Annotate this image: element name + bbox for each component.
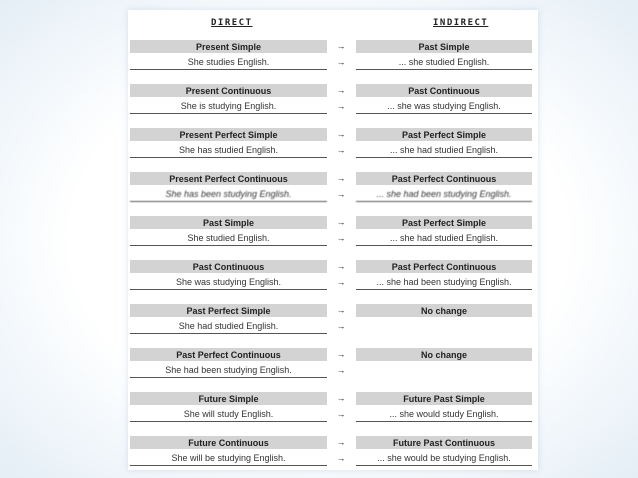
tense-row	[128, 392, 538, 430]
indirect-tense: Future Past Continuous	[356, 436, 532, 449]
arrow-icon: →	[336, 409, 346, 419]
tense-row	[128, 172, 538, 210]
arrow-icon: →	[336, 129, 346, 139]
arrow-icon: →	[336, 173, 346, 183]
direct-tense: Past Perfect Continuous	[130, 348, 327, 361]
indirect-tense: No change	[356, 348, 532, 361]
direct-example: She will be studying English.	[130, 451, 327, 466]
indirect-tense: Past Simple	[356, 40, 532, 53]
indirect-tense: Past Perfect Simple	[356, 216, 532, 229]
tense-row	[128, 260, 538, 298]
direct-example: She was studying English.	[130, 275, 327, 290]
indirect-tense: Past Perfect Simple	[356, 128, 532, 141]
indirect-example: ... she had been studying English.	[356, 275, 532, 290]
direct-example: She had studied English.	[130, 319, 327, 334]
tense-row	[128, 84, 538, 122]
direct-example: She will study English.	[130, 407, 327, 422]
tense-row	[128, 436, 538, 474]
tense-row	[128, 304, 538, 342]
arrow-icon: →	[336, 101, 346, 111]
indirect-example: ... she studied English.	[356, 55, 532, 70]
arrow-icon: →	[336, 217, 346, 227]
direct-tense: Present Simple	[130, 40, 327, 53]
direct-example: She had been studying English.	[130, 363, 327, 378]
arrow-icon: →	[336, 437, 346, 447]
direct-example: She studied English.	[130, 231, 327, 246]
arrow-icon: →	[336, 41, 346, 51]
tense-row	[128, 128, 538, 166]
tense-row	[128, 216, 538, 254]
direct-tense: Present Perfect Simple	[130, 128, 327, 141]
indirect-example: ... she would be studying English.	[356, 451, 532, 466]
arrow-icon: →	[336, 189, 346, 199]
indirect-tense: No change	[356, 304, 532, 317]
arrow-icon: →	[336, 261, 346, 271]
arrow-icon: →	[336, 145, 346, 155]
direct-tense: Past Perfect Simple	[130, 304, 327, 317]
indirect-example: ... she had studied English.	[356, 231, 532, 246]
indirect-example: ... she had been studying English.	[356, 187, 532, 202]
indirect-example: ... she was studying English.	[356, 99, 532, 114]
arrow-icon: →	[336, 365, 346, 375]
arrow-icon: →	[336, 233, 346, 243]
direct-tense: Present Continuous	[130, 84, 327, 97]
arrow-icon: →	[336, 349, 346, 359]
indirect-example: ... she had studied English.	[356, 143, 532, 158]
direct-example: She studies English.	[130, 55, 327, 70]
direct-tense: Present Perfect Continuous	[130, 172, 327, 185]
tense-table-sheet	[128, 10, 538, 470]
indirect-example: ... she would study English.	[356, 407, 532, 422]
arrow-icon: →	[336, 393, 346, 403]
direct-tense: Past Simple	[130, 216, 327, 229]
indirect-column-header: INDIRECT	[433, 18, 489, 28]
direct-example: She has been studying English.	[130, 187, 327, 202]
direct-example: She has studied English.	[130, 143, 327, 158]
tense-row	[128, 348, 538, 386]
indirect-tense: Past Perfect Continuous	[356, 172, 532, 185]
arrow-icon: →	[336, 305, 346, 315]
direct-example: She is studying English.	[130, 99, 327, 114]
arrow-icon: →	[336, 321, 346, 331]
direct-column-header: DIRECT	[211, 18, 253, 28]
arrow-icon: →	[336, 453, 346, 463]
direct-tense: Future Simple	[130, 392, 327, 405]
arrow-icon: →	[336, 277, 346, 287]
arrow-icon: →	[336, 57, 346, 67]
direct-tense: Past Continuous	[130, 260, 327, 273]
direct-tense: Future Continuous	[130, 436, 327, 449]
indirect-tense: Future Past Simple	[356, 392, 532, 405]
indirect-tense: Past Continuous	[356, 84, 532, 97]
arrow-icon: →	[336, 85, 346, 95]
tense-row	[128, 40, 538, 78]
indirect-tense: Past Perfect Continuous	[356, 260, 532, 273]
